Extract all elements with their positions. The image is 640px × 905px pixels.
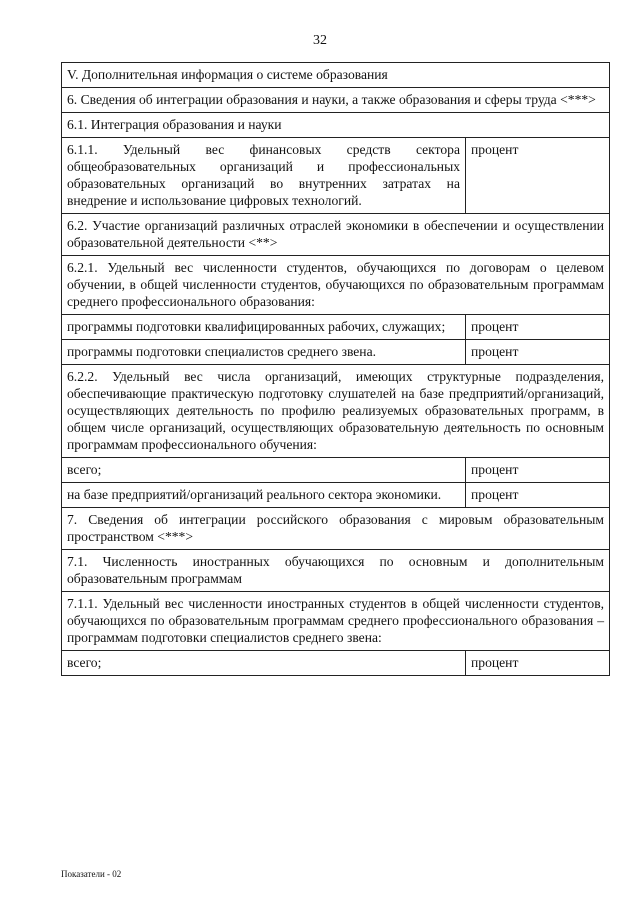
table-row	[62, 508, 610, 550]
unit-cell: процент	[466, 138, 610, 214]
indicator-cell: 6.1.1. Удельный вес финансовых средств сектора общеобразовательных организаций и профессиональных образовательных организаций во внутренних затратах на внедрение и использование цифровых технологий.	[62, 138, 466, 214]
table-row	[62, 113, 610, 138]
table-row	[62, 592, 610, 651]
section-heading-cell: 6.1. Интеграция образования и науки	[62, 113, 610, 138]
section-heading-cell: 6.2.1. Удельный вес численности студентов, обучающихся по договорам о целевом обучении, в общей численности студентов, обучающихся по образовательным программам среднего профессионального образования:	[62, 256, 610, 315]
section-heading-cell: 7. Сведения об интеграции российского образования с мировым образовательным пространством <***>	[62, 508, 610, 550]
table-row	[62, 63, 610, 88]
section-heading-cell: 7.1. Численность иностранных обучающихся по основным и дополнительным образовательным программам	[62, 550, 610, 592]
table-row	[62, 340, 610, 365]
table-row	[62, 88, 610, 113]
section-heading-cell: 6. Сведения об интеграции образования и науки, а также образования и сферы труда <***>	[62, 88, 610, 113]
unit-cell: процент	[466, 340, 610, 365]
table-row	[62, 214, 610, 256]
footer-note: Показатели - 02	[61, 869, 122, 879]
indicator-cell: на базе предприятий/организаций реального сектора экономики.	[62, 483, 466, 508]
section-heading-cell: 6.2. Участие организаций различных отраслей экономики в обеспечении и осуществлении образовательной деятельности <**>	[62, 214, 610, 256]
section-heading-cell: 7.1.1. Удельный вес численности иностранных студентов в общей численности студентов, обучающихся по образовательным программам среднего профессионального образования – программам подготовки специалистов среднего звена:	[62, 592, 610, 651]
indicators-table	[61, 62, 610, 676]
table-row	[62, 458, 610, 483]
unit-cell: процент	[466, 315, 610, 340]
page-number: 32	[313, 33, 327, 48]
table-row	[62, 651, 610, 676]
unit-cell: процент	[466, 458, 610, 483]
table-row	[62, 483, 610, 508]
indicator-cell: всего;	[62, 458, 466, 483]
unit-cell: процент	[466, 651, 610, 676]
table-row	[62, 256, 610, 315]
table-row	[62, 365, 610, 458]
section-heading-cell: V. Дополнительная информация о системе образования	[62, 63, 610, 88]
table-row	[62, 138, 610, 214]
section-heading-cell: 6.2.2. Удельный вес числа организаций, имеющих структурные подразделения, обеспечивающие практическую подготовку слушателей на базе предприятий/организаций, осуществляющих деятельность по профилю реализуемых образовательных программ, в общем числе организаций, осуществляющих образовательную деятельность по основным программам профессионального обучения:	[62, 365, 610, 458]
indicators-table-body	[62, 63, 610, 676]
table-row	[62, 315, 610, 340]
indicator-cell: программы подготовки квалифицированных рабочих, служащих;	[62, 315, 466, 340]
table-row	[62, 550, 610, 592]
indicator-cell: всего;	[62, 651, 466, 676]
unit-cell: процент	[466, 483, 610, 508]
indicator-cell: программы подготовки специалистов среднего звена.	[62, 340, 466, 365]
